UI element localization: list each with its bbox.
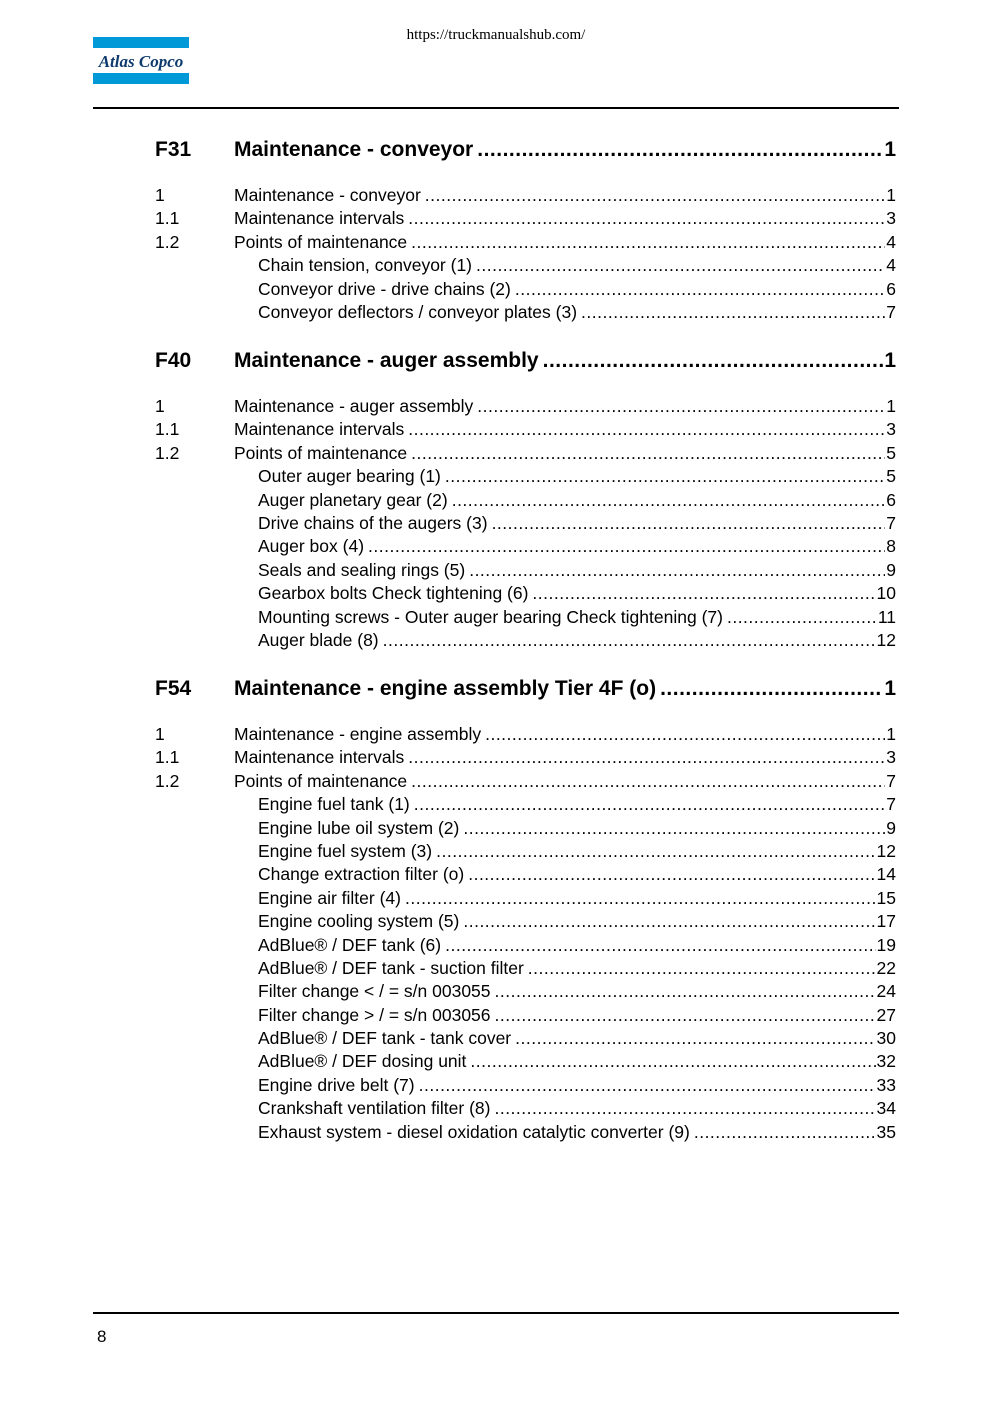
dot-leader — [425, 185, 885, 206]
entry-page: 19 — [876, 934, 896, 955]
entry-number: 1 — [155, 724, 165, 744]
entry-page: 33 — [876, 1074, 896, 1095]
dot-leader — [419, 1075, 876, 1096]
entry-page: 14 — [876, 864, 896, 885]
dot-leader — [414, 794, 886, 815]
toc-entry[interactable] — [155, 1098, 896, 1121]
entry-page: 9 — [886, 559, 896, 580]
entry-page: 7 — [886, 794, 896, 815]
entry-page: 22 — [876, 957, 896, 978]
dot-leader — [528, 958, 876, 979]
entry-title: AdBlue® / DEF tank - suction filter — [258, 957, 524, 978]
entry-page: 12 — [876, 629, 896, 650]
toc-entry[interactable] — [155, 1122, 896, 1145]
entry-title: Gearbox bolts Check tightening (6) — [258, 583, 529, 604]
dot-leader — [463, 818, 885, 839]
entry-page: 5 — [886, 442, 896, 463]
entry-page: 4 — [886, 255, 896, 276]
toc-entry[interactable] — [155, 958, 896, 981]
entry-title: Exhaust system - diesel oxidation catalytic converter (9) — [258, 1121, 690, 1142]
dot-leader — [494, 1098, 875, 1119]
entry-title: Engine air filter (4) — [258, 887, 401, 908]
dot-leader — [411, 443, 885, 464]
entry-title: Maintenance intervals — [234, 419, 405, 440]
dot-leader — [727, 607, 877, 628]
section-heading[interactable] — [155, 349, 896, 375]
toc-entry[interactable] — [155, 1075, 896, 1098]
toc-entry[interactable] — [155, 536, 896, 559]
entry-page: 12 — [876, 840, 896, 861]
section-title: Maintenance - auger assembly — [234, 349, 539, 372]
dot-leader — [411, 232, 885, 253]
toc-entry[interactable] — [155, 208, 896, 231]
entry-number: 1 — [155, 185, 165, 205]
entry-page: 4 — [886, 231, 896, 252]
entry-page: 7 — [886, 512, 896, 533]
dot-leader — [515, 1028, 875, 1049]
toc-entry[interactable] — [155, 1028, 896, 1051]
entry-title: Maintenance - auger assembly — [234, 396, 474, 416]
dot-leader — [492, 513, 886, 534]
dot-leader — [468, 864, 875, 885]
toc-entry[interactable] — [155, 981, 896, 1004]
section-title: Maintenance - conveyor — [234, 138, 474, 161]
toc-entry[interactable] — [155, 443, 896, 466]
entry-page: 3 — [886, 208, 896, 229]
entry-page: 27 — [876, 1004, 896, 1025]
dot-leader — [408, 208, 885, 229]
toc-entry[interactable] — [155, 466, 896, 489]
entry-page: 1 — [886, 724, 896, 744]
entry-page: 7 — [886, 301, 896, 322]
entry-title: AdBlue® / DEF dosing unit — [258, 1051, 467, 1072]
dot-leader — [436, 841, 875, 862]
entry-page: 3 — [886, 419, 896, 440]
toc-entry[interactable] — [155, 888, 896, 911]
toc-entry[interactable] — [155, 583, 896, 606]
entry-title: Maintenance - conveyor — [234, 185, 421, 205]
dot-leader — [694, 1122, 876, 1143]
toc-section-f40 — [155, 349, 896, 650]
dot-leader — [477, 138, 883, 162]
entry-title: Seals and sealing rings (5) — [258, 559, 466, 580]
toc-entry[interactable] — [155, 302, 896, 325]
entry-title: Filter change > / = s/n 003056 — [258, 1004, 491, 1025]
header-rule — [93, 107, 899, 109]
toc-section-f31 — [155, 138, 896, 322]
entry-title: Mounting screws - Outer auger bearing Check tightening (7) — [258, 606, 723, 627]
entry-title: Drive chains of the augers (3) — [258, 512, 488, 533]
entry-number: 1.2 — [155, 442, 180, 463]
dot-leader — [383, 630, 876, 651]
section-heading[interactable] — [155, 138, 896, 164]
footer-rule — [93, 1312, 899, 1314]
page-number: 8 — [97, 1327, 107, 1346]
section-code: F31 — [155, 138, 192, 161]
section-page: 1 — [884, 349, 896, 372]
dot-leader — [445, 935, 875, 956]
toc-entry[interactable] — [155, 911, 896, 934]
dot-leader — [411, 771, 885, 792]
section-code: F40 — [155, 349, 192, 372]
toc-entry[interactable] — [155, 935, 896, 958]
dot-leader — [476, 255, 885, 276]
entry-page: 11 — [877, 606, 896, 627]
section-code: F54 — [155, 677, 192, 700]
toc-entry[interactable] — [155, 724, 896, 747]
toc-entry[interactable] — [155, 185, 896, 208]
toc-entry[interactable] — [155, 490, 896, 513]
toc-entry[interactable] — [155, 747, 896, 770]
toc-entry[interactable] — [155, 560, 896, 583]
dot-leader — [405, 888, 876, 909]
entry-number: 1 — [155, 396, 165, 416]
entry-page: 8 — [886, 536, 896, 557]
entry-title: Conveyor drive - drive chains (2) — [258, 278, 511, 299]
toc-entry[interactable] — [155, 864, 896, 887]
entry-number: 1.1 — [155, 208, 180, 229]
entry-page: 6 — [886, 278, 896, 299]
dot-leader — [408, 419, 885, 440]
dot-leader — [463, 911, 875, 932]
dot-leader — [495, 1005, 876, 1026]
dot-leader — [660, 677, 883, 701]
entry-number: 1.2 — [155, 770, 180, 791]
toc-entry[interactable] — [155, 771, 896, 794]
toc-entry[interactable] — [155, 1051, 896, 1074]
entry-title: Points of maintenance — [234, 770, 408, 791]
dot-leader — [408, 747, 885, 768]
entry-number: 1.1 — [155, 747, 180, 768]
toc-entry[interactable] — [155, 607, 896, 630]
dot-leader — [445, 466, 885, 487]
svg-text:Atlas Copco: Atlas Copco — [98, 52, 184, 71]
toc-entry[interactable] — [155, 419, 896, 442]
entry-page: 24 — [876, 981, 896, 1002]
toc-entry[interactable] — [155, 279, 896, 302]
section-page: 1 — [884, 677, 896, 700]
entry-title: Points of maintenance — [234, 442, 408, 463]
dot-leader — [543, 349, 884, 373]
dot-leader — [485, 724, 885, 745]
dot-leader — [515, 279, 885, 300]
section-heading[interactable] — [155, 677, 896, 703]
entry-title: Conveyor deflectors / conveyor plates (3) — [258, 301, 578, 322]
entry-page: 17 — [876, 911, 896, 932]
entry-title: Points of maintenance — [234, 231, 408, 252]
toc-section-f54 — [155, 677, 896, 1142]
entry-title: Change extraction filter (o) — [258, 864, 465, 885]
atlas-copco-logo — [93, 37, 189, 84]
entry-title: Auger planetary gear (2) — [258, 489, 448, 510]
dot-leader — [368, 536, 885, 557]
entry-title: Maintenance intervals — [234, 208, 405, 229]
dot-leader — [495, 981, 876, 1002]
section-title: Maintenance - engine assembly Tier 4F (o) — [234, 677, 657, 700]
entry-page: 34 — [876, 1098, 896, 1119]
toc-entry[interactable] — [155, 232, 896, 255]
toc-entry[interactable] — [155, 255, 896, 278]
entry-page: 32 — [876, 1051, 896, 1072]
entry-page: 9 — [886, 817, 896, 838]
section-page: 1 — [884, 138, 896, 161]
entry-number: 1.1 — [155, 419, 180, 440]
entry-page: 1 — [886, 396, 896, 416]
entry-title: Engine fuel tank (1) — [258, 794, 410, 815]
entry-title: Auger blade (8) — [258, 629, 379, 650]
toc-entry[interactable] — [155, 841, 896, 864]
source-url: https://truckmanualshub.com/ — [406, 27, 586, 43]
entry-title: Maintenance intervals — [234, 747, 405, 768]
entry-title: Engine lube oil system (2) — [258, 817, 460, 838]
entry-page: 15 — [876, 887, 896, 908]
entry-title: AdBlue® / DEF tank (6) — [258, 934, 442, 955]
dot-leader — [581, 302, 885, 323]
entry-page: 35 — [876, 1121, 896, 1142]
dot-leader — [477, 396, 885, 417]
entry-title: Auger box (4) — [258, 536, 365, 557]
toc-entry[interactable] — [155, 794, 896, 817]
entry-title: Outer auger bearing (1) — [258, 466, 441, 487]
entry-number: 1.2 — [155, 231, 180, 252]
entry-page: 7 — [886, 770, 896, 791]
toc-entry[interactable] — [155, 513, 896, 536]
dot-leader — [452, 490, 886, 511]
entry-title: Maintenance - engine assembly — [234, 724, 482, 744]
entry-page: 10 — [876, 583, 896, 604]
toc-entry[interactable] — [155, 630, 896, 653]
entry-title: Filter change < / = s/n 003055 — [258, 981, 491, 1002]
entry-title: Engine fuel system (3) — [258, 840, 433, 861]
dot-leader — [532, 583, 875, 604]
entry-title: Chain tension, conveyor (1) — [258, 255, 472, 276]
dot-leader — [469, 560, 885, 581]
toc-entry[interactable] — [155, 1005, 896, 1028]
entry-title: Engine drive belt (7) — [258, 1074, 415, 1095]
entry-page: 6 — [886, 489, 896, 510]
entry-title: Engine cooling system (5) — [258, 911, 460, 932]
toc-entry[interactable] — [155, 396, 896, 419]
toc-entry[interactable] — [155, 818, 896, 841]
entry-title: Crankshaft ventilation filter (8) — [258, 1098, 491, 1119]
entry-page: 1 — [886, 185, 896, 205]
entry-page: 3 — [886, 747, 896, 768]
entry-title: AdBlue® / DEF tank - tank cover — [258, 1028, 512, 1049]
entry-page: 5 — [886, 466, 896, 487]
dot-leader — [470, 1051, 875, 1072]
entry-page: 30 — [876, 1028, 896, 1049]
